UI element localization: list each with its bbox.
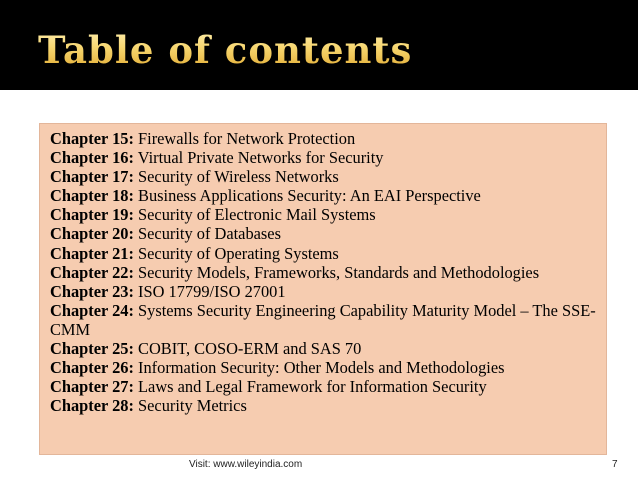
toc-item (50, 377, 602, 396)
chapter-title: Security Models, Frameworks, Standards and Methodologies (138, 262, 540, 282)
chapter-title: Laws and Legal Framework for Information Security (138, 377, 487, 397)
chapter-title: Security of Databases (138, 224, 281, 244)
chapter-number: Chapter 22: (50, 262, 134, 282)
toc-item (50, 339, 602, 358)
chapter-title: Security of Wireless Networks (138, 167, 339, 187)
slide-title: Table of contents (38, 28, 413, 72)
chapter-title: Virtual Private Networks for Security (137, 148, 384, 168)
chapter-title: ISO 17799/ISO 27001 (138, 281, 286, 301)
toc-item (50, 244, 602, 263)
chapter-number: Chapter 25: (50, 339, 134, 359)
toc-item (50, 129, 602, 148)
chapter-title: Information Security: Other Models and Methodologies (138, 358, 505, 378)
chapter-title: Firewalls for Network Protection (138, 129, 356, 148)
toc-item (50, 358, 602, 377)
toc-item (50, 148, 602, 167)
chapter-number: Chapter 19: (50, 205, 134, 225)
chapter-number: Chapter 24: (50, 300, 134, 320)
chapter-number: Chapter 17: (50, 167, 134, 187)
chapter-title: COBIT, COSO-ERM and SAS 70 (138, 339, 362, 359)
chapter-number: Chapter 23: (50, 281, 134, 301)
toc-item (50, 224, 602, 243)
toc-item (50, 186, 602, 205)
chapter-number: Chapter 27: (50, 377, 134, 397)
footer-website-link[interactable]: Visit: www.wileyindia.com (189, 459, 303, 470)
chapter-number: Chapter 15: (50, 129, 134, 148)
chapter-title: Security Metrics (138, 396, 247, 416)
chapter-number: Chapter 26: (50, 358, 134, 378)
chapter-title: Business Applications Security: An EAI Perspective (138, 186, 481, 206)
toc-list (40, 124, 606, 415)
chapter-title: Systems Security Engineering Capability Maturity Model – The SSE-CMM (50, 300, 596, 339)
chapter-title: Security of Electronic Mail Systems (138, 205, 376, 225)
chapter-number: Chapter 20: (50, 224, 134, 244)
chapter-number: Chapter 18: (50, 186, 134, 206)
toc-item (50, 263, 602, 282)
chapter-number: Chapter 21: (50, 243, 134, 263)
title-bar (0, 0, 638, 90)
page-number: 7 (612, 459, 618, 470)
toc-item (50, 167, 602, 186)
toc-item (50, 396, 602, 415)
chapter-number: Chapter 28: (50, 396, 134, 416)
toc-item (50, 301, 602, 339)
toc-item (50, 205, 602, 224)
toc-item (50, 282, 602, 301)
chapter-title: Security of Operating Systems (138, 243, 339, 263)
toc-panel (39, 123, 607, 455)
chapter-number: Chapter 16: (50, 148, 134, 168)
